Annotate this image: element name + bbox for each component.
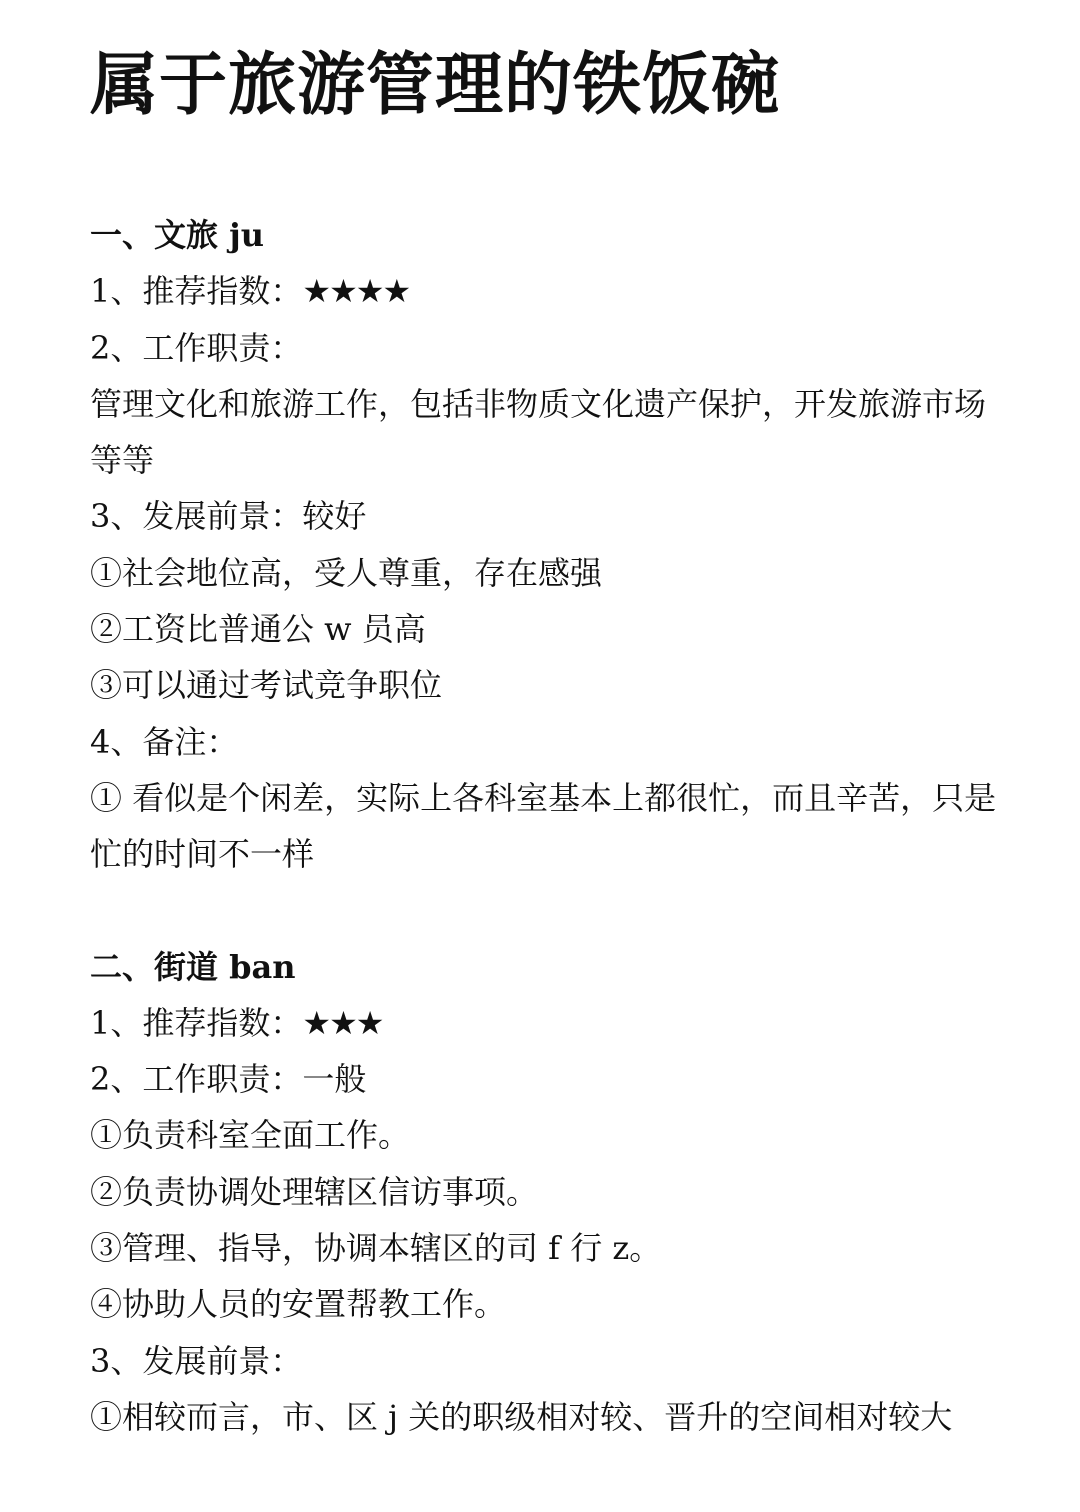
list-item: ②负责协调处理辖区信访事项。: [90, 1172, 539, 1211]
duty-text: 管理文化和旅游工作，包括非物质文化遗产保护，开发旅游市场等等: [90, 384, 987, 480]
list-item: ②工资比普通公 w 员高: [90, 610, 426, 649]
section-jiedao: [90, 939, 1010, 1446]
page-title: 属于旅游管理的铁饭碗: [90, 46, 781, 125]
rating-line: [90, 263, 1010, 319]
star-rating-icon: ★★★: [302, 1003, 383, 1042]
list-item: ③可以通过考试竞争职位: [90, 666, 443, 705]
list-item: ① 看似是个闲差，实际上各科室基本上都很忙，而且辛苦，只是忙的时间不一样: [90, 778, 997, 874]
list-item: ①负责科室全面工作。: [90, 1116, 411, 1155]
list-item: ①社会地位高，受人尊重，存在感强: [90, 553, 603, 592]
list-item: ④协助人员的安置帮教工作。: [90, 1285, 507, 1324]
section-heading: 二、街道 ban: [90, 947, 296, 986]
star-rating-icon: ★★★★: [302, 272, 410, 311]
list-item: ①相较而言，市、区 j 关的职级相对较、晋升的空间相对较大: [90, 1397, 953, 1436]
section-spacer: [90, 883, 1010, 939]
rating-label: 1、推荐指数：: [90, 272, 303, 311]
remark-label: 4、备注：: [90, 722, 239, 761]
rating-line: [90, 995, 1010, 1051]
rating-label: 1、推荐指数：: [90, 1003, 303, 1042]
duty-label: 2、工作职责：一般: [90, 1060, 367, 1099]
prospect-label: 3、发展前景：: [90, 1341, 303, 1380]
list-item: ③管理、指导，协调本辖区的司 f 行 z。: [90, 1229, 662, 1268]
section-wenlv: [90, 207, 1010, 883]
duty-label: 2、工作职责：: [90, 328, 303, 367]
section-heading: 一、文旅 ju: [90, 216, 264, 254]
document-body: [90, 207, 1010, 1445]
prospect-label: 3、发展前景：较好: [90, 497, 367, 536]
